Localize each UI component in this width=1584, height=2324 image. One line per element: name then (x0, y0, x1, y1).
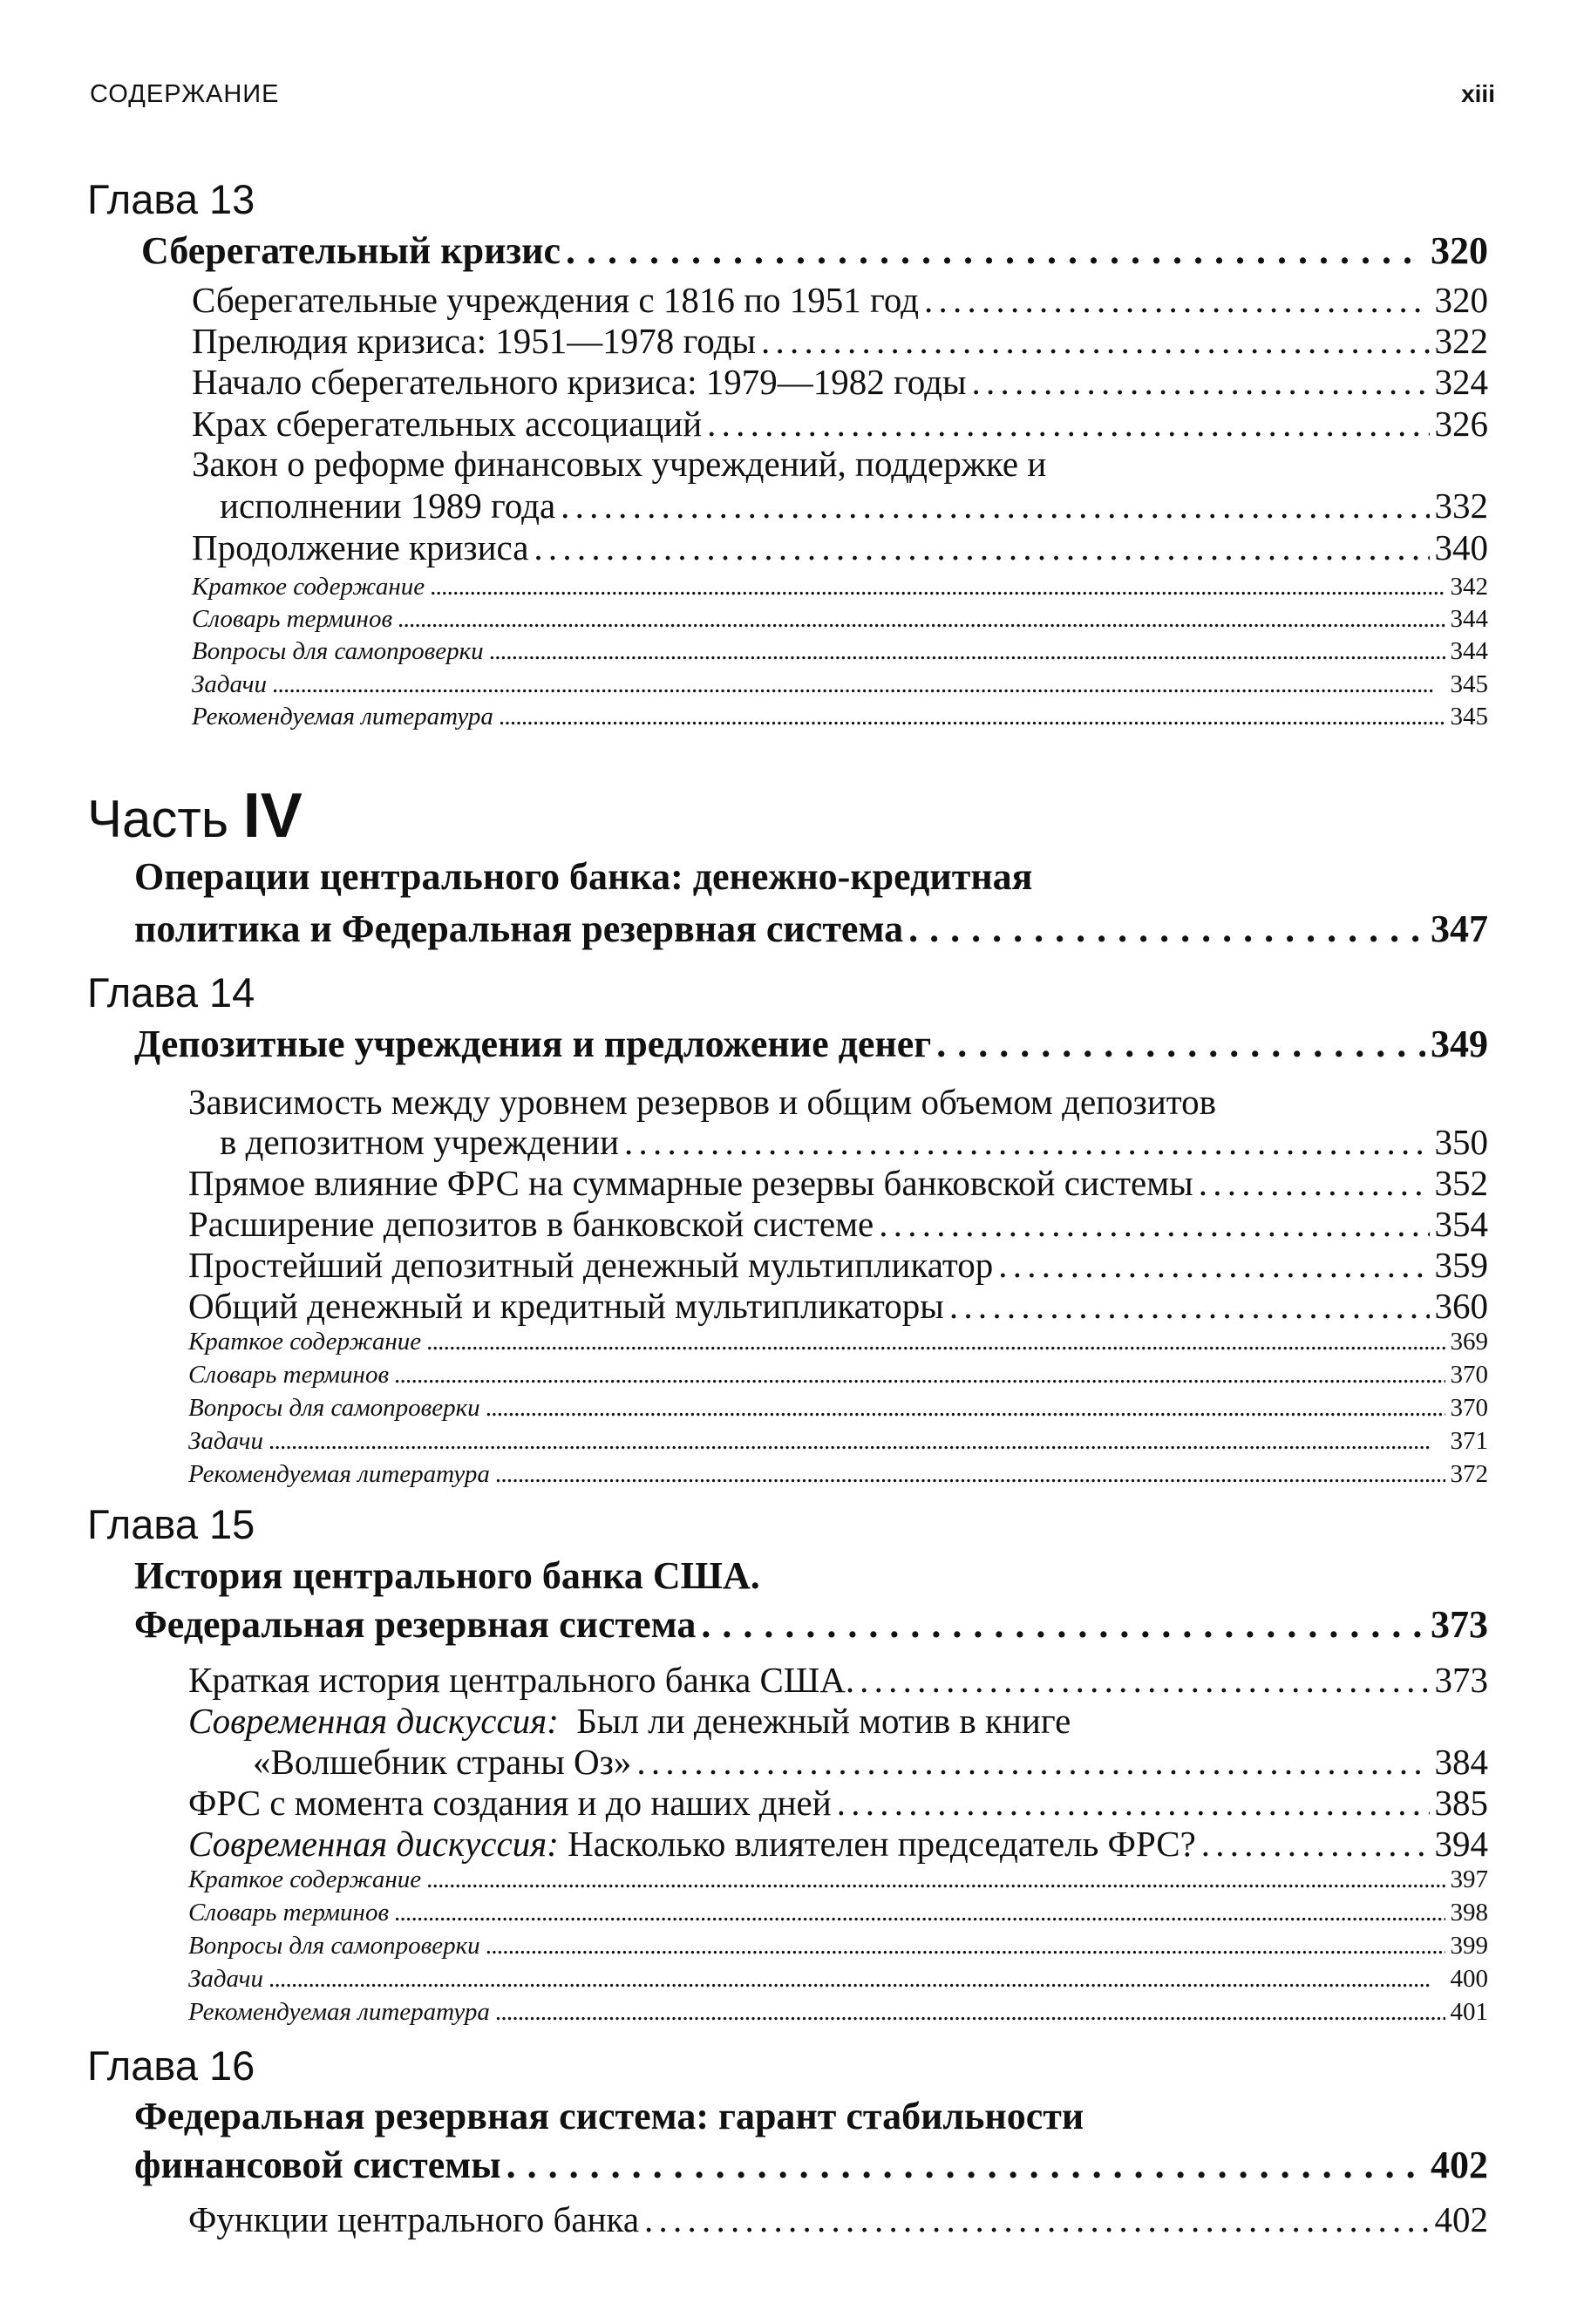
toc-section-line[interactable]: Закон о реформе финансовых учреждений, поддержке и (192, 444, 1047, 484)
running-header-page-number: xiii (1461, 80, 1495, 107)
toc-section-entry[interactable]: Краткая история центрального банка США. . . . 373 (188, 1659, 1488, 1701)
chapter-16-title-line[interactable]: Федеральная резервная система: гарант стабильности (134, 2095, 1084, 2137)
toc-section-entry[interactable]: Простейший депозитный денежный мультипликатор . . . 359 (188, 1244, 1488, 1286)
toc-section-line[interactable]: Зависимость между уровнем резервов и общим объемом депозитов (188, 1082, 1216, 1122)
chapter-title: Сберегательный кризис (141, 229, 561, 272)
chapter-15-label: Глава 15 (87, 1501, 255, 1547)
part-4-title-entry[interactable]: политика и Федеральная резервная система . . . 347 (134, 907, 1488, 951)
toc-section-entry[interactable]: Крах сберегательных ассоциаций . . . 326 (192, 403, 1488, 445)
part-4-title-line[interactable]: Операции центрального банка: денежно-кредитная (134, 855, 1033, 898)
toc-section-entry[interactable]: Начало сберегательного кризиса: 1979—1982 годы . . . 324 (192, 361, 1488, 403)
toc-section-entry[interactable]: ФРС с момента создания и до наших дней . . . 385 (188, 1782, 1488, 1824)
chapter-16-title-entry[interactable]: финансовой системы . . . 402 (134, 2143, 1488, 2187)
toc-section-entry[interactable]: в депозитном учреждении . . . 350 (220, 1121, 1488, 1163)
toc-sub-entry[interactable]: Словарь терминов . . . 344 (192, 605, 1488, 634)
toc-sub-entry[interactable]: Краткое содержание . . . 369 (188, 1328, 1488, 1356)
page-number: 320 (1431, 229, 1488, 272)
running-header-title: СОДЕРЖАНИЕ (90, 80, 280, 108)
part-4-label: Часть IV (87, 781, 303, 851)
chapter-13-label: Глава 13 (87, 176, 255, 222)
toc-section-entry[interactable]: Прелюдия кризиса: 1951—1978 годы . . . 322 (192, 320, 1488, 362)
toc-sub-entry[interactable]: Словарь терминов . . . 370 (188, 1361, 1488, 1390)
toc-sub-entry[interactable]: Вопросы для самопроверки . . . 399 (188, 1932, 1488, 1960)
toc-sub-entry[interactable]: Вопросы для самопроверки . . . 370 (188, 1394, 1488, 1423)
toc-section-line[interactable]: Современная дискуссия: Был ли денежный мотив в книге (188, 1701, 1071, 1741)
toc-section-entry[interactable]: исполнении 1989 года . . . 332 (220, 485, 1488, 527)
toc-sub-entry[interactable]: Краткое содержание . . . 342 (192, 573, 1488, 601)
chapter-14-title-entry[interactable]: Депозитные учреждения и предложение денег . . . 349 (134, 1022, 1488, 1066)
toc-section-entry[interactable]: Функции центрального банка . . . 402 (188, 2198, 1488, 2240)
toc-sub-entry[interactable]: Краткое содержание . . . 397 (188, 1865, 1488, 1894)
toc-sub-entry[interactable]: Вопросы для самопроверки . . . 344 (192, 637, 1488, 666)
toc-section-entry[interactable]: Прямое влияние ФРС на суммарные резервы банковской системы . . . 352 (188, 1162, 1488, 1204)
toc-section-entry[interactable]: Общий денежный и кредитный мультипликаторы . . . 360 (188, 1285, 1488, 1327)
toc-sub-entry[interactable]: Задачи . . . 400 (188, 1965, 1488, 1994)
toc-section-entry[interactable]: Продолжение кризиса . . . 340 (192, 527, 1488, 568)
toc-section-entry[interactable]: «Волшебник страны Оз» . . . 384 (253, 1741, 1488, 1783)
toc-section-entry[interactable]: Расширение депозитов в банковской системе . . . 354 (188, 1203, 1488, 1245)
chapter-13-title-entry[interactable] (141, 228, 1488, 273)
toc-sub-entry[interactable]: Задачи . . . 371 (188, 1427, 1488, 1456)
chapter-15-title-line[interactable]: История центрального банка США. (134, 1554, 760, 1597)
toc-section-entry[interactable]: Современная дискуссия: Насколько влиятелен председатель ФРС? . . . 394 (188, 1823, 1488, 1865)
chapter-14-label: Глава 14 (87, 969, 255, 1016)
toc-section-entry[interactable]: Сберегательные учреждения с 1816 по 1951 год . . . 320 (192, 279, 1488, 321)
discussion-prefix: Современная дискуссия: (188, 1701, 559, 1741)
running-header (90, 80, 1495, 115)
chapter-16-label: Глава 16 (87, 2042, 255, 2089)
discussion-prefix: Современная дискуссия: (188, 1824, 559, 1864)
chapter-15-title-entry[interactable]: Федеральная резервная система . . . 373 (134, 1602, 1488, 1647)
toc-sub-entry[interactable]: Словарь терминов . . . 398 (188, 1899, 1488, 1927)
toc-sub-entry[interactable]: Задачи . . . 345 (192, 670, 1488, 699)
toc-sub-entry[interactable]: Рекомендуемая литература . . . 345 (192, 703, 1488, 731)
toc-sub-entry[interactable]: Рекомендуемая литература . . . 372 (188, 1460, 1488, 1489)
toc-sub-entry[interactable]: Рекомендуемая литература . . . 401 (188, 1998, 1488, 2027)
part-roman-numeral: IV (242, 781, 303, 851)
